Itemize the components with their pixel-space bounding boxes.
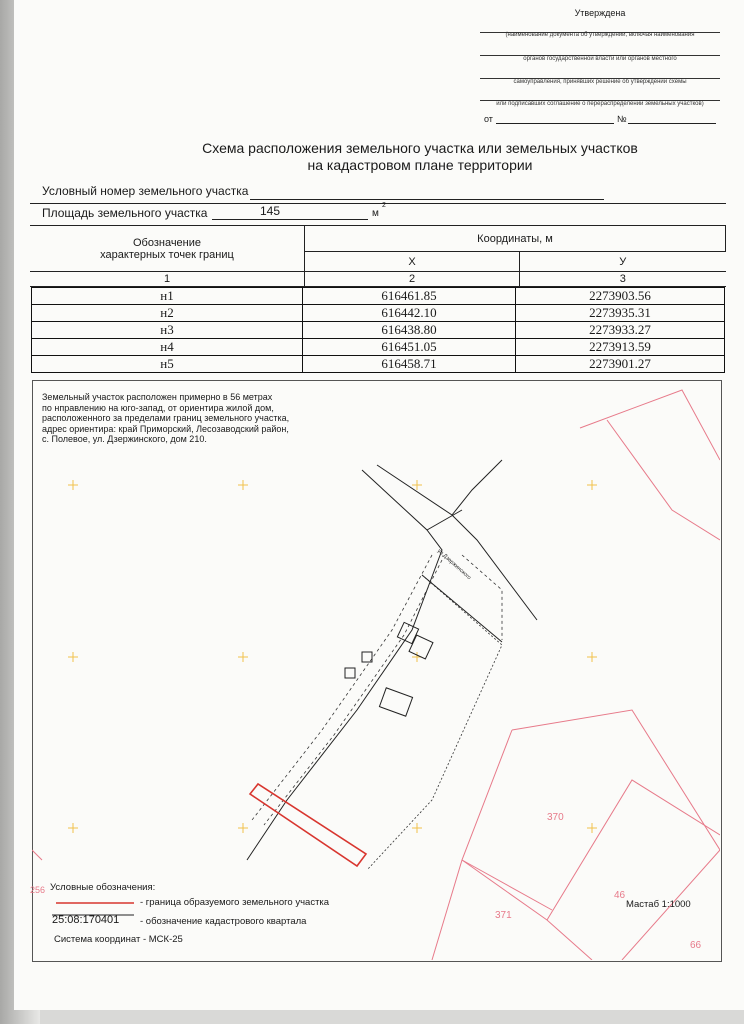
y-cell: 2273903.56 <box>516 288 725 305</box>
cadastral-map <box>32 380 720 960</box>
point-cell: н5 <box>32 356 303 373</box>
table-row <box>32 339 725 356</box>
area-unit: м <box>372 208 379 219</box>
table-row <box>32 305 725 322</box>
parcel-lines-top <box>580 390 720 540</box>
approval-from-label: от <box>484 114 493 124</box>
grid-crosses <box>68 480 597 833</box>
y-cell: 2273913.59 <box>516 339 725 356</box>
y-cell: 2273935.31 <box>516 305 725 322</box>
map-scale: Мастаб 1:1000 <box>626 899 691 910</box>
x-cell: 616442.10 <box>303 305 516 322</box>
point-cell: н4 <box>32 339 303 356</box>
approval-number-line <box>628 113 716 124</box>
formed-parcel-boundary <box>250 784 366 866</box>
coords-header: Координаты, м <box>305 226 726 252</box>
col-num-2: 2 <box>305 272 520 287</box>
area-value-line <box>212 205 368 220</box>
x-header: X <box>305 252 520 272</box>
parcel-label-370: 370 <box>547 812 564 823</box>
road-dashed-lines <box>252 555 502 825</box>
legend-quarter-text: - обозначение кадастрового квартала <box>140 916 307 927</box>
parcel-label-256: 256 <box>30 885 46 895</box>
legend-boundary-text: - граница образуемого земельного участка <box>140 897 330 908</box>
approval-caption-3: самоуправления, принявших решение об утверждении схемы <box>513 79 687 85</box>
coord-data-table <box>31 287 725 373</box>
y-cell: 2273933.27 <box>516 322 725 339</box>
col-num-3: 3 <box>520 272 726 287</box>
cond-number-label: Условный номер земельного участка <box>42 184 249 198</box>
approval-caption-4: или подписавших соглашение о перераспределении земельных участков) <box>496 101 704 107</box>
parcel-label-371: 371 <box>495 910 512 921</box>
x-cell: 616438.80 <box>303 322 516 339</box>
buildings <box>345 622 433 716</box>
y-header: У <box>520 252 726 272</box>
point-cell: н2 <box>32 305 303 322</box>
document-title-line-1: Схема расположения земельного участка или земельных участков <box>202 140 638 156</box>
parcel-label-66: 66 <box>690 940 702 951</box>
designation-header: Обозначение характерных точек границ <box>30 226 305 272</box>
x-cell: 616451.05 <box>303 339 516 356</box>
road-lines <box>247 460 537 860</box>
street-label: ул.Дзержинского <box>435 548 472 582</box>
point-cell: н3 <box>32 322 303 339</box>
x-cell: 616458.71 <box>303 356 516 373</box>
coord-header-table <box>30 225 726 287</box>
approval-number-label: № <box>617 114 627 124</box>
parcel-label-46: 46 <box>614 890 626 901</box>
approval-caption-2: органов государственной власти или органов местного <box>523 56 677 62</box>
map-description: Земельный участок расположен примерно в 56 метрах по нправлению на юго-запад, от ориентира жилой дом, расположенного за пределами границ земельного участка, адрес ориентира: край Приморский, Лесозаводский район, с. Полевое, ул. Дзержинского, дом 210. <box>42 392 290 444</box>
point-cell: н1 <box>32 288 303 305</box>
table-row <box>32 322 725 339</box>
parcel-lines-bottom <box>32 710 720 960</box>
approval-heading: Утверждена <box>574 8 626 18</box>
legend-heading: Условные обозначения: <box>50 882 156 893</box>
x-cell: 616461.85 <box>303 288 516 305</box>
area-value: 145 <box>260 204 281 218</box>
cond-number-line <box>250 186 604 200</box>
col-num-1: 1 <box>30 272 305 287</box>
coord-system: Система координат - МСК-25 <box>54 934 183 945</box>
fields-divider <box>30 203 726 204</box>
approval-date-line <box>496 113 614 124</box>
area-label: Площадь земельного участка <box>42 206 208 220</box>
table-row <box>32 288 725 305</box>
area-unit-sup: 2 <box>382 202 386 209</box>
document-title-line-2: на кадастровом плане территории <box>307 157 533 173</box>
table-row <box>32 356 725 373</box>
block-outline <box>367 575 502 870</box>
y-cell: 2273901.27 <box>516 356 725 373</box>
approval-caption-1: (наименование документа об утверждении, включая наименования <box>505 32 695 38</box>
legend-quarter-code: 25:08:170401 <box>52 914 120 926</box>
